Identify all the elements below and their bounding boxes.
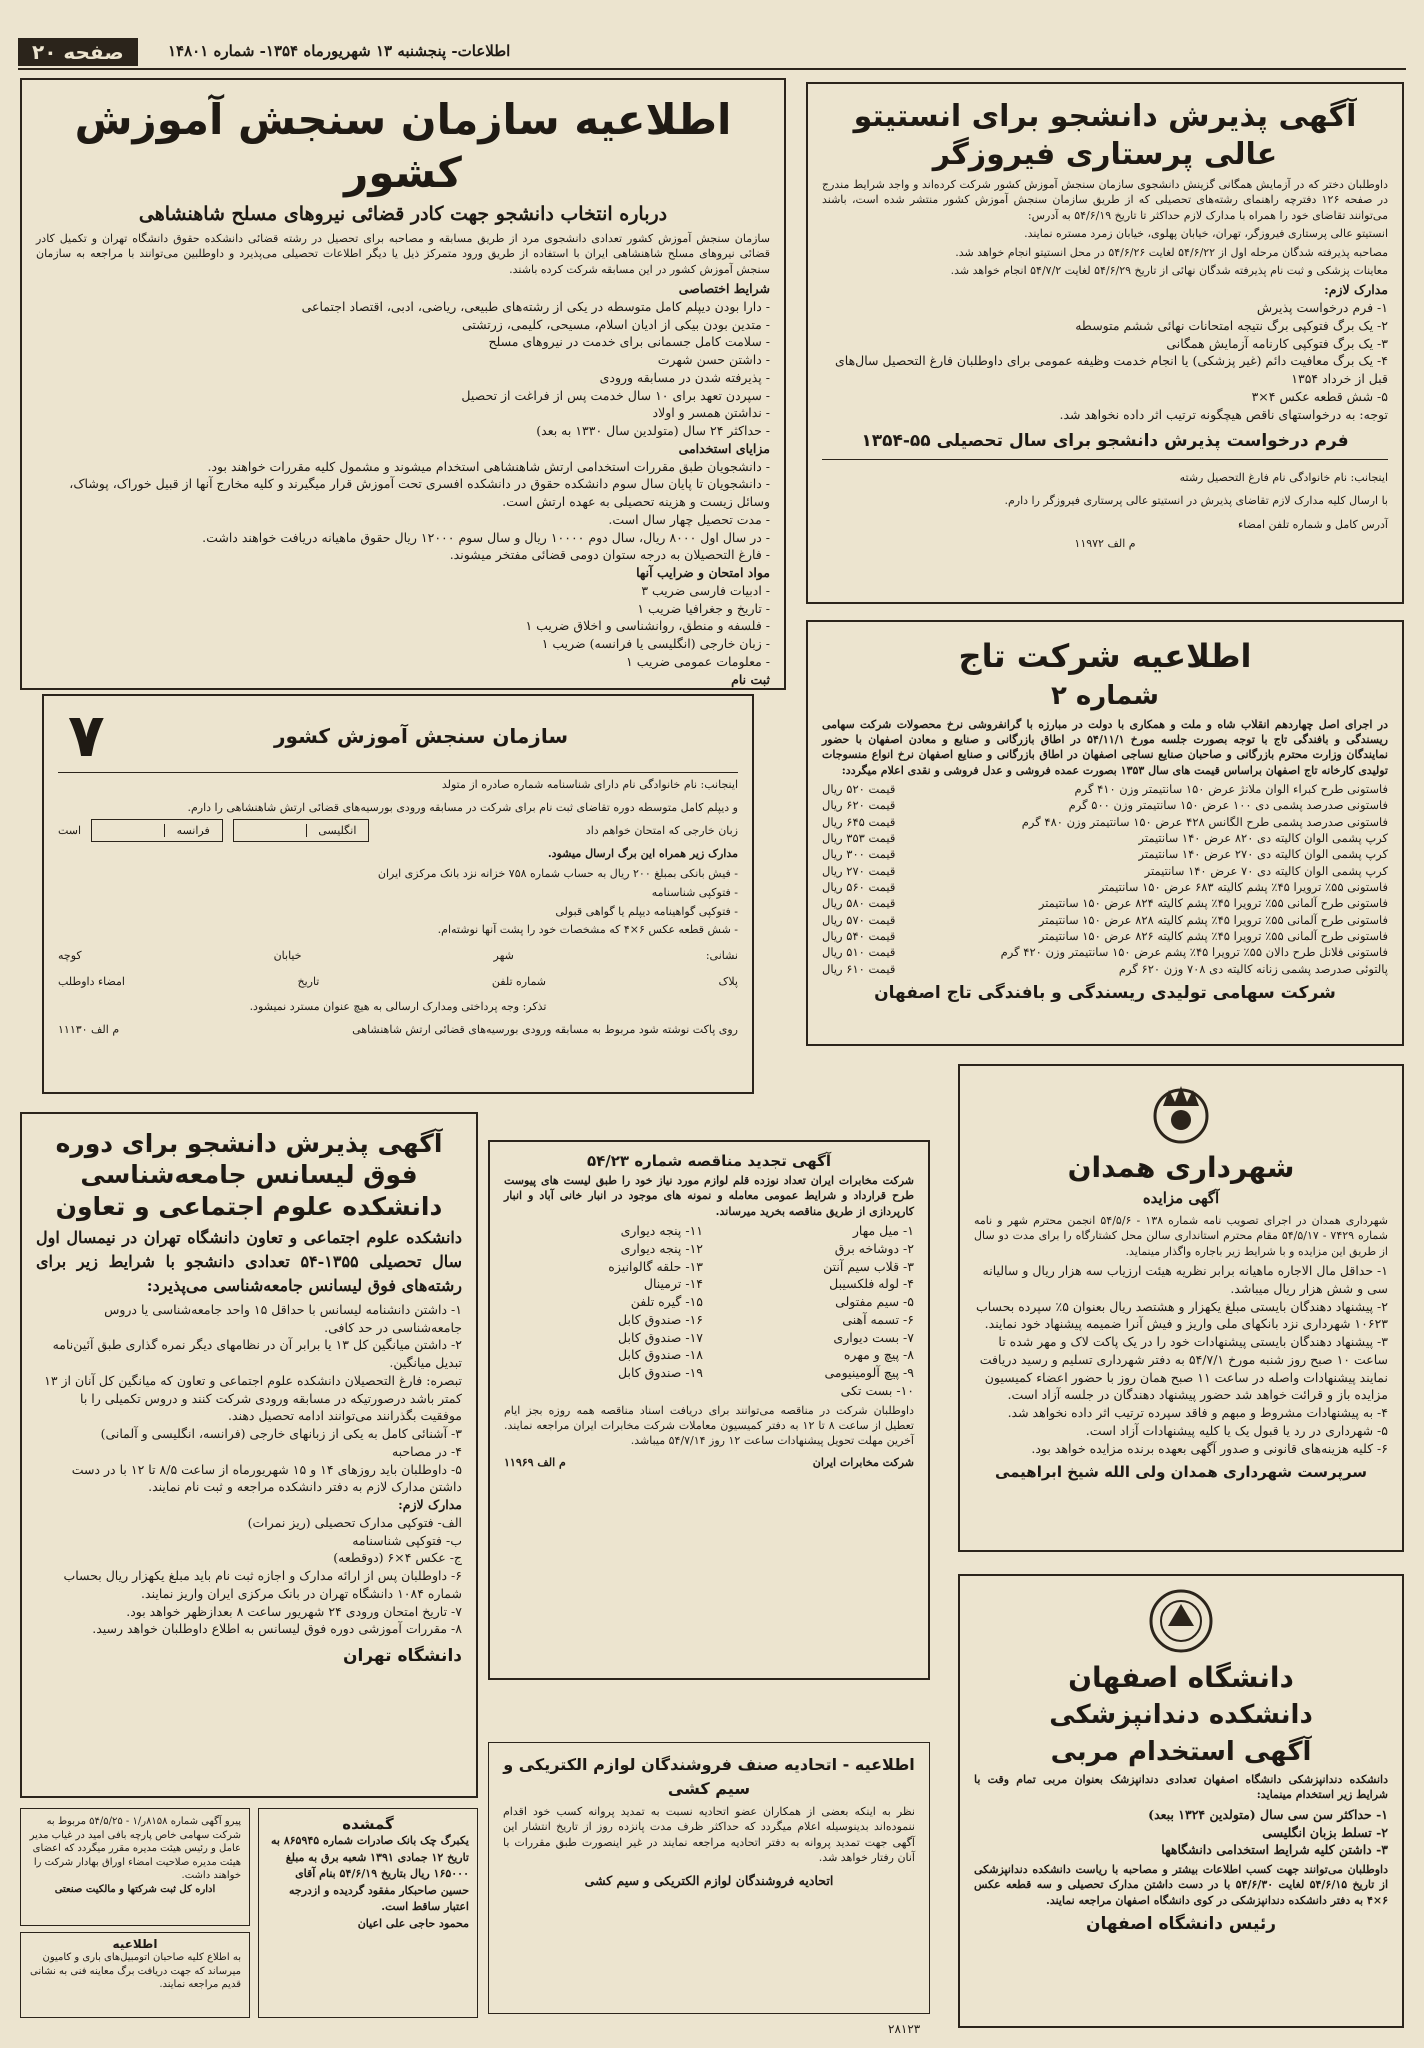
- sanjesh-benefit: - مدت تحصیل چهار سال است.: [608, 511, 770, 527]
- isfahan-condition: ۲- تسلط بزبان انگلیسی: [1262, 1824, 1388, 1840]
- ulum-condition: ج- عکس ۴×۶ (دوقطعه): [333, 1550, 462, 1566]
- checkbox[interactable]: [104, 824, 165, 837]
- isfahan-signature: رئیس دانشگاه اصفهان: [1085, 1914, 1277, 1935]
- taj-item-desc: کرپ پشمی الوان کالیته دی ۲۷۰ عرض ۱۴۰ سانتیمتر: [1138, 847, 1388, 862]
- taj-item-desc: کرپ پشمی الوان کالیته دی ۸۲۰ عرض ۱۴۰ سانتیمتر: [1138, 831, 1388, 846]
- addr-label: کوچه: [58, 949, 82, 963]
- isfahan-announcement: [958, 1574, 1404, 2028]
- taj-intro: در اجرای اصل چهاردهم انقلاب شاه و ملت و همکاری با دولت در مبارزه با گرانفروشی نرخ محصولات شرکت سهامی ریسندگی و بافندگی تاج با توجه بصورت جلسه مورخ ۵۴/۱۱/۱ در اطاق بازرگانی و صنایع و معادن اصفهان با حضور نمایندگان وزارت محترم بازرگانی و صاحبان صنایع نساجی اصفهان در اطاق بازرگانی و صنایع اصفهان نرخ انواع منسوجات تولیدی کارخانه تاج اصفهان براساس قیمت های سال ۱۳۵۳ بصورت عمده فروشی و عدل فروشی و نقدی اعلام میگردد:: [822, 717, 1388, 777]
- taj-item-price: قیمت ۵۲۰ ریال: [822, 782, 896, 797]
- sanjesh-exam-subject: - ادبیات فارسی ضریب ۳: [641, 582, 770, 598]
- taj-item-price: قیمت ۵۷۰ ریال: [822, 912, 896, 927]
- form-doc-item: - فتوکپی شناسنامه: [651, 886, 738, 900]
- sanjesh-subtitle: درباره انتخاب دانشجو جهت کادر قضائی نیروهای مسلح شاهنشاهی: [138, 203, 668, 225]
- taj-number: شماره ۲: [1050, 681, 1159, 711]
- sanjesh-exam-subject: - زبان خارجی (انگلیسی یا فرانسه) ضریب ۱: [541, 636, 770, 652]
- firouzgar-code: م الف ۱۱۹۷۲: [1074, 536, 1136, 550]
- taj-item-desc: فاستونی ۵۵٪ ترویرا ۴۵٪ پشم کالیته ۶۸۳ عرض ۱۵۰ سانتیمتر: [1098, 880, 1388, 895]
- taj-item-price: قیمت ۲۷۰ ریال: [822, 863, 896, 878]
- mokhaberat-title: آگهی تجدید مناقصه شماره ۵۴/۲۳: [586, 1152, 832, 1170]
- lost-signature: محمود حاجی علی اعیان: [357, 1916, 469, 1930]
- peyro-notice: [20, 1808, 250, 1926]
- taj-price-row: [822, 797, 1388, 813]
- taj-price-list: [822, 781, 1388, 977]
- ulum-condition: ۲- داشتن میانگین کل ۱۳ یا برابر آن در نظامهای دیگر نمره گذاری طبق آئین‌نامه تبدیل میانگین.: [52, 1337, 462, 1370]
- sanjesh-benefit: - در سال اول ۸۰۰۰ ریال، سال دوم ۱۰۰۰۰ ریال و سال سوم ۱۲۰۰۰ ریال حقوق ماهیانه دریافت خواهند داشت.: [202, 529, 770, 545]
- etehadieh-signature: اتحادیه فروشندگان لوازم الکتریکی و سیم کشی: [584, 1872, 834, 1888]
- sanjesh-condition: - حداکثر ۲۴ سال (متولدین سال ۱۳۳۰ به بعد): [536, 423, 770, 439]
- sanjesh-condition: - نداشتن همسر و اولاد: [652, 405, 770, 421]
- firouzgar-doc: ۵- شش قطعه عکس ۴×۳: [1251, 388, 1388, 404]
- firouzgar-intro: داوطلبان دختر که در آزمایش همگانی گزینش دانشجوی سازمان سنجش آموزش کشور شرکت کرده‌اند و واجد شرایط مندرج در صفحه ۱۲۶ دفترچه راهنمای رشته‌های تحصیلی که از طریق سازمان سنجش آموزش کشور منتشر شده است، باشند می‌توانند تقاضای خود را همراه با مدارک لازم حداکثر تا تاریخ ۵۴/۶/۱۹ به آدرس:: [822, 178, 1388, 222]
- sanjesh-condition: - سپردن تعهد برای ۱۰ سال خدمت پس از فراغت از تحصیل: [461, 387, 770, 403]
- lost-cheque-notice: [258, 1808, 478, 2018]
- ulum-condition: تبصره: فارغ التحصیلان دانشکده علوم اجتماعی و تعاون که میانگین کل آنان از ۱۳ کمتر باشد درصورتیکه در مسابقه ورودی شرکت کنند و دروس تکمیلی را با موفقیت بگذرانند می‌توانند ادامه تحصیل دهند.: [44, 1372, 462, 1424]
- ulum-title: آگهی پذیرش دانشجو برای دوره فوق لیسانس جامعه‌شناسی دانشکده علوم اجتماعی و تعاون: [55, 1129, 443, 1221]
- tender-item: ۱۶- صندوق کابل: [618, 1311, 703, 1327]
- taj-announcement: [806, 620, 1404, 1046]
- firouzgar-address: انستیتو عالی پرستاری فیروزگر، تهران، خیابان پهلوی، خیابان زمرد مستره نمایند.: [1024, 227, 1388, 241]
- checkbox[interactable]: [246, 824, 307, 837]
- isfahan-subtitle2: آگهی استخدام مربی: [1050, 1736, 1312, 1767]
- hamedan-condition: ۳- پیشنهاد دهندگان بایستی پیشنهادات خود را در یک پاکت لاک و مهر شده تا ساعت ۱۰ صبح روز شنبه مورخ ۵۴/۷/۱ به دفتر شهرداری تسلیم و رسید دریافت نمایند پیشنهادات واصله در ساعت ۱۱ صبح همان روز با حضور اعضاء کمیسیون مزایده باز و قرائت خواهد شد حضور پیشنهاد دهندگان در جلسه آزاد است.: [979, 1334, 1388, 1403]
- firouzgar-doc: ۲- یک برگ فتوکپی برگ نتیجه امتحانات نهائی ششم متوسطه: [1075, 317, 1388, 333]
- firouzgar-form-title: فرم درخواست پذیرش دانشجو برای سال تحصیلی ۵۵-۱۳۵۴: [861, 431, 1349, 452]
- etehadieh-text: نظر به اینکه بعضی از همکاران عضو اتحادیه نسبت به تمدید پروانه کسب خود اقدام ننموده‌اند بدینوسیله اعلام میگردد که حداکثر ظرف مدت پانزده روز از تاریخ انتشار این آگهی جهت تمدید پروانه به دفتر اتحادیه مراجعه نمایند در غیر اینصورت طبق مقررات با آنان رفتار خواهد شد.: [503, 1805, 915, 1865]
- mokhaberat-announcement: [488, 1140, 930, 1680]
- taj-price-row: [822, 814, 1388, 830]
- hamedan-signature: سرپرست شهرداری همدان ولی الله شیخ ابراهیمی: [994, 1463, 1368, 1482]
- isfahan-text: دانشکده دندانپزشکی دانشگاه اصفهان تعدادی دندانپزشک بعنوان مربی تمام وقت با شرایط زیر استخدام مینماید:: [974, 1773, 1388, 1802]
- taj-item-price: قیمت ۶۲۰ ریال: [822, 798, 896, 813]
- isfahan-title: دانشگاه اصفهان: [1068, 1661, 1294, 1694]
- tender-item: ۹- پیچ آلومینیومی: [824, 1365, 914, 1381]
- tender-item: ۸- پیچ و مهره: [843, 1347, 914, 1363]
- hamedan-condition: ۴- به پیشنهادات مشروط و مبهم و فاقد سپرده ترتیب اثر داده نخواهد شد.: [1007, 1405, 1388, 1421]
- form-number: ۷: [68, 701, 105, 771]
- sanjesh-condition: - متدین بودن بیکی از ادیان اسلام، مسیحی، کلیمی، زرتشتی: [461, 316, 770, 332]
- taj-item-desc: فاستونی صدرصد پشمی دی ۱۰۰ عرض ۱۵۰ سانتیمتر وزن ۵۰۰ گرم: [1068, 798, 1388, 813]
- tender-item: ۱۳- حلقه گالوانیزه: [608, 1258, 703, 1274]
- ulum-condition: ۶- داوطلبان پس از ارائه مدارک و اجازه ثبت نام باید مبلغ یکهزار ریال بحساب شماره ۱۰۸۴ دانشگاه تهران در بانک مرکزی ایران واریز نمایند.: [63, 1568, 462, 1601]
- etehadieh-title: اطلاعیه - اتحادیه صنف فروشندگان لوازم الکتریکی و سیم کشی: [503, 1755, 915, 1798]
- mokhaberat-signature: شرکت مخابرات ایران: [812, 1455, 914, 1469]
- taj-item-desc: کرپ پشمی الوان کالیته دی ۷۰ عرض ۱۴۰ سانتیمتر: [1144, 863, 1388, 878]
- taj-item-desc: فاستونی صدرصد پشمی طرح الگانس ۴۲۸ عرض ۱۵۰ سانتیمتر وزن ۴۸۰ گرم: [1021, 814, 1388, 829]
- small-notice-text: به اطلاع کلیه صاحبان اتومبیل‌های باری و کامیون میرساند که جهت دریافت برگ معاینه فنی به نشانی قدیم مراجعه نمایند.: [29, 1952, 241, 1990]
- addr-label: تاریخ: [297, 974, 320, 988]
- hamedan-condition: ۵- شهرداری در رد یا قبول یک یا کلیه پیشنهادات آزاد است.: [1085, 1422, 1388, 1438]
- taj-price-row: [822, 863, 1388, 879]
- tender-item: ۱۵- گیره تلفن: [630, 1294, 703, 1310]
- taj-price-row: [822, 944, 1388, 960]
- ulum-condition: ۳- آشنائی کامل به یکی از زبانهای خارجی (فرانسه، انگلیسی و آلمانی): [100, 1426, 462, 1441]
- firouzgar-doc: ۳- یک برگ فتوکپی کارنامه آزمایش همگانی: [1166, 335, 1388, 351]
- isfahan-condition: ۱- حداکثر سن سی سال (متولدین ۱۳۲۴ ببعد): [1148, 1806, 1388, 1822]
- firouzgar-doc: ۴- یک برگ معافیت دائم (غیر پزشکی) یا انجام خدمت وظیفه عمومی برای داوطلبان فارغ التحصیل سال‌های قبل از خرداد ۱۳۵۴: [834, 353, 1388, 387]
- sanjesh-exam-subject: - فلسفه و منطق، روانشناسی و اخلاق ضریب ۱: [525, 618, 770, 634]
- mokhaberat-text: شرکت مخابرات ایران تعداد نوزده قلم لوازم مورد نیاز خود را طبق لیست های پیوست طرح قرارداد و شرایط عمومی معامله و نمونه های موجود در انبار خانی آباد و انبار کارپردازی از طریق مناقصه بخرید میرساند.: [504, 1174, 914, 1218]
- sanjesh-conditions-heading: شرایط اختصاصی: [678, 281, 770, 297]
- taj-item-price: قیمت ۵۱۰ ریال: [822, 945, 896, 960]
- tender-item: ۷- بست دیواری: [833, 1329, 914, 1345]
- firouzgar-note: توجه: به درخواستهای ناقص هیچگونه ترتیب اثر داده نخواهد شد.: [1059, 406, 1388, 422]
- taj-item-desc: فاستونی فلانل طرح دالان ۵۵٪ ترویرا ۴۵٪ پشم عرض ۱۵۰ سانتیمتر وزن ۴۲۰ گرم: [1000, 945, 1388, 960]
- peyro-text: پیرو آگهی شماره ۸۱۵۸ر/۱ - ۵۴/۵/۲۵ مربوط به شرکت سهامی خاص پارچه بافی امید در غیاب مدیر عامل و رئیس هیئت مدیره مقرر میگردد که اعضای هیئت مدیره صلاحیت امضاء اوراق بهادار شرکت را خواهند داشت.: [29, 1816, 241, 1881]
- masthead: [18, 38, 1406, 70]
- firouzgar-form-line: اینجانب: نام خانوادگی نام فارغ التحصیل رشته: [1179, 471, 1388, 485]
- sanjesh-benefit: - فارغ التحصیلان به درجه ستوان دومی قضائی مفتخر میشوند.: [449, 547, 770, 563]
- ulum-condition: ۸- مقررات آموزشی دوره فوق لیسانس به اطلاع داوطلبان خواهد رسید.: [92, 1621, 462, 1637]
- form-footer: روی پاکت نوشته شود مربوط به مسابقه ورودی بورسیه‌های قضائی ارتش شاهنشاهی: [352, 1023, 738, 1037]
- form-docs-title: مدارک زیر همراه این برگ ارسال میشود.: [547, 847, 738, 861]
- small-notice: [20, 1932, 250, 2018]
- sanjesh-register-text: [36, 688, 770, 690]
- sanjesh-exam-subject: - معلومات عمومی ضریب ۱: [626, 653, 770, 669]
- footer-code: ۲۸۱۲۳: [888, 2022, 921, 2036]
- taj-price-row: [822, 912, 1388, 928]
- tender-item: ۱۱- پنجه دیواری: [620, 1223, 703, 1239]
- lost-title: گمشده: [342, 1815, 394, 1833]
- sanjesh-registration-form: [42, 694, 754, 1094]
- form-doc-item: - فیش بانکی بمبلغ ۲۰۰ ریال به حساب شماره ۷۵۸ خزانه نزد بانک مرکزی ایران: [377, 867, 738, 881]
- sanjesh-register-heading: ثبت نام: [731, 671, 770, 687]
- firouzgar-form-line: با ارسال کلیه مدارک لازم تقاضای پذیرش در انستیتو عالی پرستاری فیروزگر را دارم.: [1004, 494, 1388, 508]
- sanjesh-condition: - داشتن حسن شهرت: [657, 352, 770, 368]
- lost-text: یکبرگ چک بانک صادرات شماره ۸۶۵۹۴۵ به تاریخ ۱۲ جمادی ۱۳۹۱ شعبه برق به مبلغ ۱۶۵۰۰۰ ریال بتاریخ ۵۴/۶/۱۹ بنام آقای حسین صاحبکار مفقود گردیده و ازدرجه اعتبار ساقط است.: [270, 1834, 469, 1913]
- ulum-condition: ۵- داوطلبان باید روزهای ۱۴ و ۱۵ شهریورماه از ساعت ۸/۵ تا ۱۲ با در دست داشتن مدارک لازم به دفتر دانشکده مراجعه و ثبت نام نمایند.: [71, 1461, 462, 1495]
- firouzgar-announcement: [806, 82, 1404, 604]
- form-title: سازمان سنجش آموزش کشور: [274, 724, 568, 748]
- ulum-condition: مدارک لازم:: [398, 1497, 462, 1512]
- sanjesh-condition: - پذیرفته شدن در مسابقه ورودی: [599, 369, 770, 385]
- isfahan-condition: ۳- داشتن کلیه شرایط استخدامی دانشگاهها: [1161, 1842, 1388, 1858]
- sanjesh-condition: - دارا بودن دیپلم کامل متوسطه در یکی از رشته‌های طبیعی، ریاضی، ادبی، اقتصاد اجتماعی: [301, 298, 770, 314]
- firouzgar-interview: مصاحبه پذیرفته شدگان مرحله اول از ۵۴/۶/۲۲ لغایت ۵۴/۶/۲۶ در محل انستیتو انجام خواهد شد.: [955, 245, 1388, 259]
- addr-label: خیابان: [273, 949, 302, 963]
- taj-price-row: [822, 961, 1388, 977]
- sanjesh-announcement: [20, 78, 786, 690]
- form-note: تذکر: وجه پرداختی ومدارک ارسالی به هیچ عنوان مسترد نمیشود.: [249, 999, 547, 1013]
- taj-signature: شرکت سهامی تولیدی ریسندگی و بافندگی تاج اصفهان: [874, 983, 1336, 1003]
- taj-item-price: قیمت ۵۸۰ ریال: [822, 896, 896, 911]
- tender-item: ۱۷- صندوق کابل: [618, 1329, 703, 1345]
- taj-item-price: قیمت ۵۴۰ ریال: [822, 929, 896, 944]
- small-notice-title: اطلاعیه: [112, 1937, 158, 1951]
- form-doc-item: - شش قطعه عکس ۶×۴ که مشخصات خود را پشت آنها نوشته‌ام.: [437, 923, 738, 937]
- tender-item: ۱۲- پنجه دیواری: [620, 1240, 703, 1256]
- addr-label: شهر: [493, 949, 514, 963]
- divider: [822, 459, 1388, 460]
- dateline: اطلاعات- پنجشنبه ۱۳ شهریورماه ۱۳۵۴- شماره ۱۴۸۰۱: [168, 42, 511, 60]
- page-label: صفحه ۲۰: [18, 38, 138, 66]
- taj-item-price: قیمت ۳۰۰ ریال: [822, 847, 896, 862]
- lang-english-box[interactable]: [233, 819, 370, 842]
- hamedan-condition: ۲- پیشنهاد دهندگان بایستی مبلغ یکهزار و هشتصد ریال بعنوان ۵٪ سپرده بحساب ۱۰۶۲۳ شهرداری نزد بانکهای ملی واریز و فیش آنرا ضمیمه پیشنهاد خود نمایند.: [975, 1298, 1388, 1332]
- firouzgar-title: آگهی پذیرش دانشجو برای انستیتو عالی پرستاری فیروزگر: [853, 99, 1357, 172]
- sanjesh-benefits-heading: مزایای استخدامی: [678, 440, 770, 456]
- sanjesh-exam-subject: - تاریخ و جغرافیا ضریب ۱: [637, 600, 770, 616]
- ulum-condition: ۴- در مصاحبه: [391, 1443, 462, 1459]
- taj-item-desc: فاستونی طرح کبراء الوان ملانژ عرض ۱۵۰ سانتیمتر وزن ۴۱۰ گرم: [1074, 782, 1388, 797]
- ulum-condition: ۱- داشتن دانشنامه لیسانس با حداقل ۱۵ واحد جامعه‌شناسی یا دروس جامعه‌شناسی در حد کافی.: [104, 1301, 462, 1335]
- firouzgar-form-line: آدرس کامل و شماره تلفن امضاء: [1238, 517, 1388, 531]
- ulum-condition: ۷- تاریخ امتحان ورودی ۲۴ شهریور ساعت ۸ بعدازظهر خواهد بود.: [126, 1603, 462, 1619]
- tender-item: ۱۴- ترمینال: [643, 1276, 703, 1292]
- addr-label: شماره تلفن: [491, 974, 547, 988]
- firouzgar-medical: معاینات پزشکی و ثبت نام پذیرفته شدگان نهائی از تاریخ ۵۴/۶/۲۹ لغایت ۵۴/۷/۲ انجام خواهد شد.: [950, 263, 1388, 277]
- mokhaberat-more: داوطلبان شرکت در مناقصه می‌توانند برای دریافت اسناد مناقصه همه روزه بجز ایام تعطیل از ساعت ۸ تا ۱۲ به دفتر کمیسیون معاملات شرکت مخابرات ایران مراجعه نمایند. آخرین مهلت تحویل پیشنهادات ساعت ۱۲ روز ۵۴/۷/۱۴ میباشد.: [504, 1403, 914, 1448]
- taj-item-desc: فاستونی طرح آلمانی ۵۵٪ ترویرا ۴۵٪ پشم کالیته ۸۲۶ عرض ۱۵۰ سانتیمتر: [1038, 929, 1388, 944]
- taj-price-row: [822, 879, 1388, 895]
- lang-french-box[interactable]: [91, 819, 223, 842]
- tender-item: ۱- میل مهار: [852, 1223, 914, 1239]
- ulum-signature: دانشگاه تهران: [343, 1646, 462, 1666]
- hamedan-condition: ۶- کلیه هزینه‌های قانونی و صدور آگهی بعهده برنده مزایده خواهد بود.: [1031, 1440, 1388, 1456]
- tender-item: ۵- سیم مفتولی: [835, 1294, 914, 1310]
- taj-item-desc: فاستونی طرح آلمانی ۵۵٪ ترویرا ۴۵٪ پشم کالیته ۸۲۸ عرض ۱۵۰ سانتیمتر: [1038, 912, 1388, 927]
- isfahan-subtitle: دانشکده دندانپزشکی: [1049, 1700, 1313, 1730]
- ulum-condition: الف- فتوکپی مدارک تحصیلی (ریز نمرات): [247, 1514, 462, 1530]
- tender-item: ۱۸- صندوق کابل: [618, 1347, 703, 1363]
- addr-label: امضاء داوطلب: [58, 974, 125, 988]
- hamedan-text: شهرداری همدان در اجرای تصویب نامه شماره ۱۳۸ - ۵۴/۵/۶ انجمن محترم شهر و نامه شماره ۷۴۲۹ - ۵۴/۵/۱۷ مقام محترم استانداری سالن محل کشتارگاه را برای مدت دو سال از طریق این مزایده و با شرایط زیر باجاره واگذار مینماید.: [974, 1214, 1389, 1258]
- form-line: اینجانب: نام خانوادگی نام دارای شناسنامه شماره صادره از متولد: [441, 778, 738, 791]
- sanjesh-condition: - سلامت کامل جسمانی برای خدمت در نیروهای مسلح: [488, 334, 770, 350]
- form-line: زبان خارجی که امتحان خواهم داد: [585, 824, 738, 838]
- taj-item-price: قیمت ۶۱۰ ریال: [822, 961, 896, 976]
- ulum-announcement: [20, 1112, 478, 1798]
- hamedan-subtitle: آگهی مزایده: [1142, 1189, 1220, 1207]
- sanjesh-intro: سازمان سنجش آموزش کشور تعدادی دانشجوی مرد از طریق مسابقه و مصاحبه برای تحصیل در رشته قضائی دانشکده حقوق دانشگاه تهران و تکمیل کادر قضائی نیروهای مسلح شاهنشاهی ایران با استفاده از طریق ورود متمرکز ذیل یا دیگر اطلاعات تحصیلی می‌پذیرد و داوطلبین می‌توانند با مراجعه به سازمان سنجش آموزش کشور در این مسابقه شرکت کرده باشند.: [36, 232, 770, 276]
- ulum-condition: ب- فتوکپی شناسنامه: [352, 1532, 462, 1548]
- taj-item-price: قیمت ۳۵۳ ریال: [822, 831, 896, 846]
- addr-label: پلاک: [718, 974, 738, 988]
- form-doc-item: - فتوکپی گواهینامه دیپلم یا گواهی قبولی: [555, 904, 738, 918]
- hamedan-title: شهرداری همدان: [1067, 1151, 1295, 1184]
- taj-price-row: [822, 781, 1388, 797]
- isfahan-more: داوطلبان می‌توانند جهت کسب اطلاعات بیشتر و مصاحبه با ریاست دانشکده دندانپزشکی از تاریخ ۵۴/۶/۱۵ لغایت ۵۴/۶/۳۰ با در دست داشتن مدارک تحصیلی و سه قطعه عکس ۶×۴ به دفتر دانشکده دندانپزشکی در کوی دانشگاه اصفهان مراجعه نمایند.: [974, 1863, 1388, 1907]
- mokhaberat-code: م الف ۱۱۹۶۹: [504, 1455, 566, 1469]
- firouzgar-docs-title: مدارک لازم:: [1324, 282, 1388, 298]
- taj-price-row: [822, 846, 1388, 862]
- sanjesh-title: اطلاعیه سازمان سنجش آموزش کشور: [74, 95, 732, 197]
- taj-price-row: [822, 895, 1388, 911]
- tender-item: ۱۹- صندوق کابل: [618, 1365, 703, 1381]
- lang-french-label: فرانسه: [176, 824, 210, 838]
- ulum-lead: دانشکده علوم اجتماعی و تعاون دانشگاه تهران در نیمسال اول سال تحصیلی ۱۳۵۵-۵۴ تعدادی دانشجو با شرایط زیر برای رشته‌های فوق لیسانس جامعه‌شناسی می‌پذیرد:: [36, 1227, 462, 1295]
- taj-item-desc: پالتوئی صدرصد پشمی زنانه کالیته دی ۷۰۸ وزن ۶۲۰ گرم: [1118, 961, 1388, 976]
- university-emblem-icon: [1146, 1586, 1216, 1656]
- form-code: م الف ۱۱۱۳۰: [58, 1023, 120, 1037]
- taj-item-price: قیمت ۶۴۵ ریال: [822, 814, 896, 829]
- lang-other-label: است: [58, 824, 82, 838]
- taj-price-row: [822, 830, 1388, 846]
- sanjesh-exam-heading: مواد امتحان و ضرایب آنها: [636, 565, 770, 581]
- addr-label: نشانی:: [705, 949, 738, 963]
- hamedan-condition: ۱- حداقل مال الاجاره ماهیانه برابر نظریه هیئت ارزیاب سه هزار ریال و سالیانه سی و شش هزار ریال میباشد.: [982, 1263, 1388, 1296]
- taj-item-desc: فاستونی طرح آلمانی ۵۵٪ ترویرا ۴۵٪ پشم کالیته ۸۲۴ عرض ۱۵۰ سانتیمتر: [1038, 896, 1388, 911]
- taj-price-row: [822, 928, 1388, 944]
- tender-item: ۳- قلاب سیم آنتن: [823, 1258, 914, 1274]
- tender-item: ۲- دوشاخه برق: [834, 1240, 914, 1256]
- firouzgar-doc: ۱- فرم درخواست پذیرش: [1256, 300, 1388, 316]
- crown-emblem-icon: [1141, 1076, 1221, 1146]
- taj-title: اطلاعیه شرکت تاج: [958, 637, 1252, 675]
- form-line: و دیپلم کامل متوسطه دوره تقاضای ثبت نام برای شرکت در مسابقه ورودی بورسیه‌های قضائی ارتش شاهنشاهی را دارم.: [187, 801, 738, 815]
- etehadieh-announcement: [488, 1742, 930, 2014]
- hamedan-announcement: [958, 1064, 1404, 1552]
- tender-item: ۱۰- بست تکی: [840, 1382, 914, 1398]
- sanjesh-benefit: - دانشجویان طبق مقررات استخدامی ارتش شاهنشاهی استخدام میشوند و مشمول کلیه مقررات خواهند بود.: [207, 458, 770, 474]
- lang-english-label: انگلیسی: [318, 824, 357, 838]
- tender-item: ۴- لوله فلکسیبل: [829, 1276, 914, 1292]
- taj-item-price: قیمت ۵۶۰ ریال: [822, 880, 896, 895]
- tender-item: ۶- تسمه آهنی: [842, 1311, 914, 1327]
- sanjesh-benefit: - دانشجویان تا پایان سال سوم دانشکده حقوق در دانشکده افسری تحت آموزش قرار میگیرند و کلیه مخارج آنها از قبیل خوراک، پوشاک، وسائل زیست و هزینه تحصیلی به عهده ارتش است.: [69, 476, 770, 510]
- peyro-signature: اداره کل ثبت شرکتها و مالکیت صنعتی: [54, 1883, 216, 1895]
